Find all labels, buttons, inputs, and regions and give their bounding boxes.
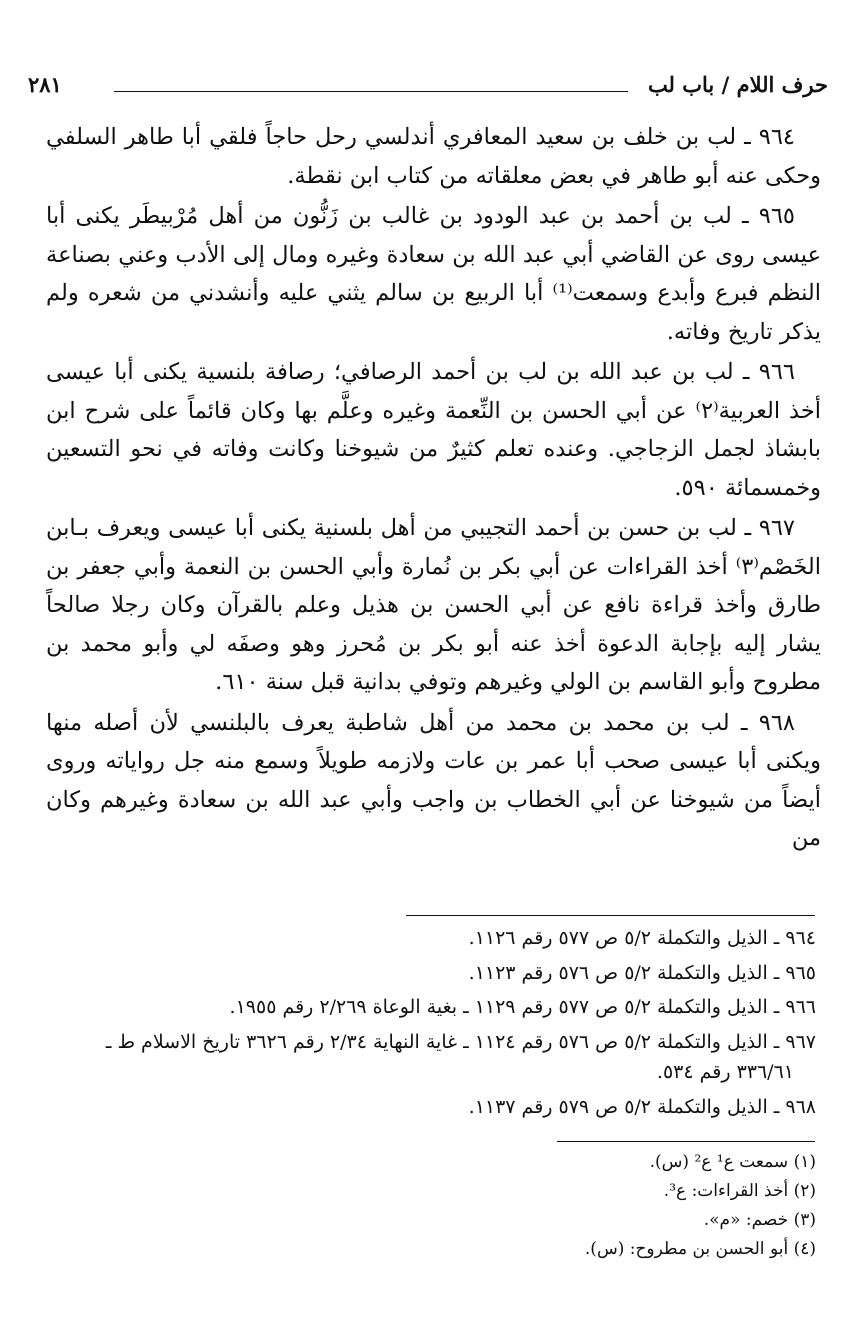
footnote-4: (٤) أبو الحسن بن مطروح: (س).: [584, 1239, 816, 1259]
reference-966: ٩٦٦ ـ الذيل والتكملة ٥/٢ ص ٥٧٧ رقم ١١٢٩ ـ بغية الوعاة ٢/٢٦٩ رقم ١٩٥٥.: [229, 996, 816, 1018]
entry-968: ٩٦٨ ـ لب بن محمد بن محمد من أهل شاطبة يعرف بالبلنسي لأن أصله منها ويكنى أبا عيسى صحب أبا عمر بن عات ولازمه طويلاً وسمع منه جل رواياته وروى أيضاً من شيوخنا عن أبي الخطاب بن واجب وأبي عبد الله بن سعادة وغيرهم وكان من: [46, 709, 821, 851]
reference-967-continued: ٣٣٦/٦١ رقم ٥٣٤.: [656, 1061, 794, 1083]
footnote-3: (٣) خصم: «م».: [703, 1210, 816, 1230]
header-rule: [114, 91, 628, 92]
footnotes: [40, 1148, 816, 1264]
footnote-1: (١) سمعت ع¹ ع² (س).: [649, 1152, 816, 1172]
entry-966: ٩٦٦ ـ لب بن عبد الله بن لب بن أحمد الرصافي؛ رصافة بلنسية يكنى أبا عيسى أخذ العربية⁽٢⁾ عن أبي الحسن بن النِّعمة وغيره وعلَّم بها وكان قائماً على شرح ابن بابشاذ لجمل الزجاجي. وعنده تعلم كثيرٌ من شيوخنا وكانت وفاته في نحو التسعين وخمسمائة ٥٩٠.: [46, 359, 822, 501]
entry-965: ٩٦٥ ـ لب بن أحمد بن عبد الودود بن غالب بن زَنُّون من أهل مُرْبيطَر يكنى أبا عيسى روى عن القاضي أبي عبد الله بن سعادة وغيره ومال إلى الأدب وعني بصناعة النظم فبرع وأبدع وسمعت⁽¹⁾ أبا الربيع بن سالم يثني عليه وأنشدني من شعره ولم يذكر تاريخ وفاته.: [46, 203, 822, 345]
reference-965: ٩٦٥ ـ الذيل والتكملة ٥/٢ ص ٥٧٦ رقم ١١٢٣.: [468, 961, 816, 984]
notes-separator: [557, 1141, 815, 1142]
page-header: [28, 66, 828, 106]
entry-964: ٩٦٤ ـ لب بن خلف بن سعيد المعافري أندلسي رحل حاجاً فلقي أبا طاهر السلفي وحكى عنه أبو طاهر في بعض معلقاته من كتاب ابن نقطة.: [46, 124, 821, 189]
references-separator: [406, 915, 815, 916]
references: [40, 924, 816, 1127]
main-text: [46, 118, 821, 860]
reference-964: ٩٦٤ ـ الذيل والتكملة ٥/٢ ص ٥٧٧ رقم ١١٢٦.: [468, 927, 816, 949]
entry-967: ٩٦٧ ـ لب بن حسن بن أحمد التجيبي من أهل بلسنية يكنى أبا عيسى ويعرف بـابن الخَصْم⁽٣⁾ أخذ القراءات عن أبي بكر بن نُمارة وأبي الحسن بن النعمة وأبي جعفر بن طارق وأخذ قراءة نافع عن أبي الحسن بن هذيل وعلم بالقرآن وكان رجلا صالحاً يشار إليه بإجابة الدعوة أخذ عنه أبو بكر بن مُحرز وهو وصفَه لي وأبو محمد بن مطروح وأبو القاسم بن الولي وغيرهم وتوفي بدانية قبل سنة ٦١٠.: [46, 515, 821, 695]
running-title: حرف اللام / باب لب: [647, 72, 828, 97]
page-number: ٢٨١: [28, 72, 62, 97]
footnote-2: (٢) أخذ القراءات: ع³.: [663, 1181, 816, 1201]
reference-968: ٩٦٨ ـ الذيل والتكملة ٥/٢ ص ٥٧٩ رقم ١١٣٧.: [468, 1095, 816, 1118]
reference-967: ٩٦٧ ـ الذيل والتكملة ٥/٢ ص ٥٧٦ رقم ١١٢٤ ـ غاية النهاية ٢/٣٤ رقم ٣٦٢٦ تاريخ الاسلام ط ـ: [105, 1030, 816, 1053]
